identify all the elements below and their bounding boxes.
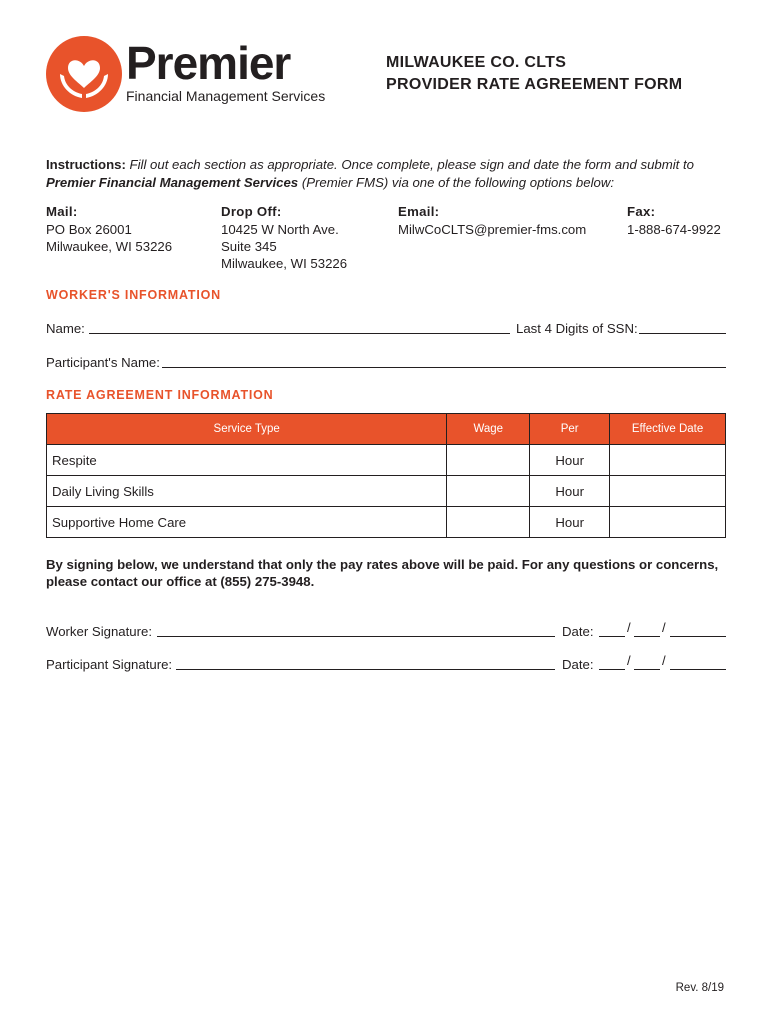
participant-date-year[interactable] — [670, 669, 726, 670]
notice-line2: please contact our office at (855) 275-3948. — [46, 574, 315, 589]
participant-date-label: Date: — [562, 657, 594, 672]
dropoff-line3: Milwaukee, WI 53226 — [221, 256, 348, 271]
date-slash: / — [662, 620, 666, 635]
participant-signature-label: Participant Signature: — [46, 657, 173, 672]
instructions — [46, 156, 736, 192]
participant-date-month[interactable] — [599, 669, 625, 670]
participant-name-field[interactable] — [162, 367, 726, 368]
mail-line1: PO Box 26001 — [46, 222, 132, 237]
dropoff-info — [221, 203, 347, 272]
instructions-label: Instructions: — [46, 157, 126, 172]
col-per: Per — [530, 414, 610, 445]
worker-signature-label: Worker Signature: — [46, 624, 153, 639]
fax-number: 1-888-674-9922 — [627, 222, 721, 237]
service-cell: Daily Living Skills — [47, 476, 447, 507]
name-field[interactable] — [89, 333, 510, 334]
logo-wordmark: Premier — [126, 37, 291, 89]
date-slash: / — [662, 653, 666, 668]
logo-subtitle: Financial Management Services — [126, 88, 326, 104]
fax-label: Fax: — [627, 204, 656, 219]
heart-hands-icon — [46, 36, 122, 112]
ssn-label: Last 4 Digits of SSN: — [516, 321, 638, 336]
col-wage: Wage — [447, 414, 530, 445]
email-label: Email: — [398, 204, 440, 219]
col-effective-date: Effective Date — [610, 414, 726, 445]
instructions-text2: (Premier FMS) via one of the following options below: — [301, 175, 615, 190]
table-row — [47, 445, 726, 476]
mail-label: Mail: — [46, 204, 78, 219]
ssn-field[interactable] — [639, 333, 726, 334]
dropoff-label: Drop Off: — [221, 204, 282, 219]
date-slash: / — [627, 620, 631, 635]
participant-name-label: Participant's Name: — [46, 355, 160, 370]
effective-date-cell[interactable] — [610, 507, 726, 538]
wage-cell[interactable] — [447, 445, 530, 476]
form-title — [386, 52, 682, 96]
pay-rate-notice — [46, 556, 736, 590]
effective-date-cell[interactable] — [610, 476, 726, 507]
table-row — [47, 507, 726, 538]
date-slash: / — [627, 653, 631, 668]
notice-line1: By signing below, we understand that only the pay rates above will be paid. For any questions or concerns, — [46, 557, 719, 572]
wage-cell[interactable] — [447, 476, 530, 507]
instructions-text1: Fill out each section as appropriate. Once complete, please sign and date the form and submit to — [129, 157, 694, 172]
per-cell: Hour — [530, 476, 610, 507]
fax-info — [627, 203, 721, 238]
name-label: Name: — [46, 321, 85, 336]
table-row — [47, 476, 726, 507]
email-address[interactable]: MilwCoCLTS@premier-fms.com — [398, 222, 587, 237]
dropoff-line1: 10425 W North Ave. — [221, 222, 339, 237]
service-cell: Respite — [47, 445, 447, 476]
instructions-org: Premier Financial Management Services — [46, 175, 299, 190]
mail-line2: Milwaukee, WI 53226 — [46, 239, 173, 254]
per-cell: Hour — [530, 445, 610, 476]
worker-date-month[interactable] — [599, 636, 625, 637]
table-header-row — [47, 414, 726, 445]
worker-date-day[interactable] — [634, 636, 660, 637]
col-service-type: Service Type — [47, 414, 447, 445]
worker-section-title: WORKER'S INFORMATION — [46, 288, 221, 302]
revision-label: Rev. 8/19 — [675, 982, 724, 994]
premier-logo — [46, 36, 336, 112]
participant-date-day[interactable] — [634, 669, 660, 670]
email-info — [398, 203, 586, 238]
effective-date-cell[interactable] — [610, 445, 726, 476]
service-cell: Supportive Home Care — [47, 507, 447, 538]
dropoff-line2: Suite 345 — [221, 239, 277, 254]
worker-date-label: Date: — [562, 624, 594, 639]
form-title-line2: PROVIDER RATE AGREEMENT FORM — [386, 76, 683, 93]
rate-section-title: RATE AGREEMENT INFORMATION — [46, 388, 274, 402]
form-title-line1: MILWAUKEE CO. CLTS — [386, 54, 567, 71]
wage-cell[interactable] — [447, 507, 530, 538]
per-cell: Hour — [530, 507, 610, 538]
mail-info — [46, 203, 172, 255]
worker-signature-field[interactable] — [157, 636, 555, 637]
participant-signature-field[interactable] — [176, 669, 555, 670]
rate-table — [46, 413, 726, 538]
worker-date-year[interactable] — [670, 636, 726, 637]
